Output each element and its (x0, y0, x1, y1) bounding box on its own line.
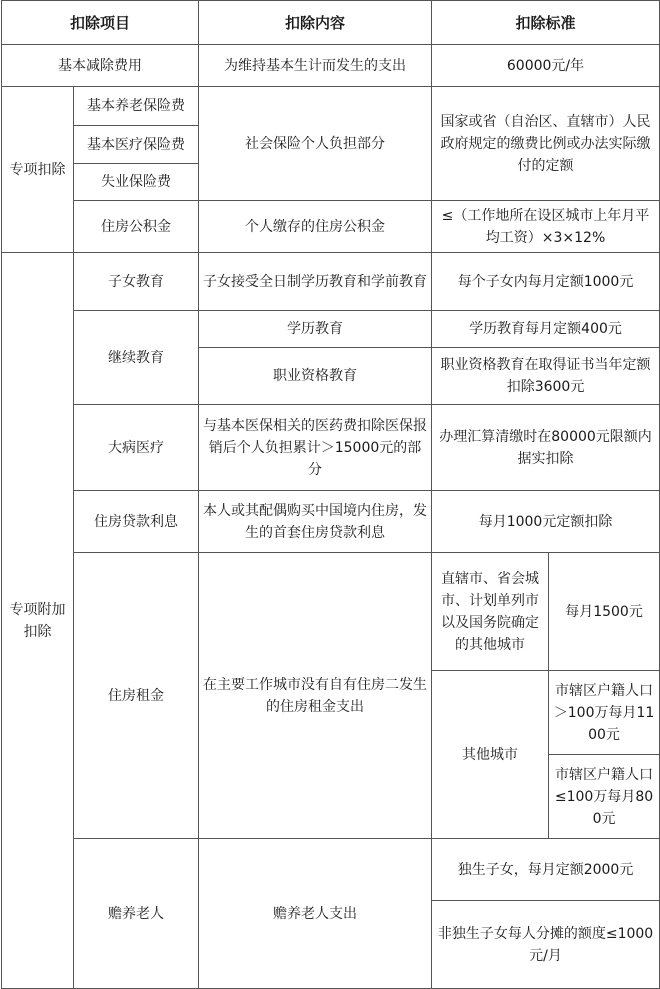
header-content: 扣除内容 (199, 1, 432, 45)
children-item: 子女教育 (74, 253, 199, 311)
row-pension (2, 87, 660, 126)
mortgage-standard: 每月1000元定额扣除 (432, 491, 660, 553)
special-category: 专项扣除 (2, 87, 74, 253)
row-illness (2, 405, 660, 491)
illness-standard: 办理汇算清缴时在80000元限额内据实扣除 (432, 405, 660, 491)
row-housing-fund (2, 201, 660, 253)
basic-item: 基本减除费用 (2, 45, 199, 87)
rent-item: 住房租金 (74, 553, 199, 839)
elderly-non-only-child: 非独生子女每人分摊的额度≤1000元/月 (432, 901, 660, 989)
elderly-content: 赡养老人支出 (199, 839, 432, 989)
header-standard: 扣除标准 (432, 1, 660, 45)
rent-content: 在主要工作城市没有自有住房二发生的住房租金支出 (199, 553, 432, 839)
row-children (2, 253, 660, 311)
degree-standard: 学历教育每月定额400元 (432, 311, 660, 348)
vocational-content: 职业资格教育 (199, 348, 432, 405)
header-row (2, 1, 660, 45)
children-standard: 每个子女内每月定额1000元 (432, 253, 660, 311)
elderly-only-child: 独生子女，每月定额2000元 (432, 839, 660, 901)
unemployment-item: 失业保险费 (74, 164, 199, 201)
rent-major-standard: 每月1500元 (549, 553, 660, 671)
row-rent-major (2, 553, 660, 671)
housing-fund-standard: ≤（工作地所在设区城市上年月平均工资）×3×12% (432, 201, 660, 253)
vocational-standard: 职业资格教育在取得证书当年定额扣除3600元 (432, 348, 660, 405)
mortgage-content: 本人或其配偶购买中国境内住房，发生的首套住房贷款利息 (199, 491, 432, 553)
rent-over-100w: 市辖区户籍人口＞100万每月1100元 (549, 671, 660, 755)
continuing-item: 继续教育 (74, 311, 199, 405)
medical-item: 基本医疗保险费 (74, 126, 199, 164)
elderly-item: 赡养老人 (74, 839, 199, 989)
row-mortgage (2, 491, 660, 553)
rent-under-100w: 市辖区户籍人口≤100万每月800元 (549, 755, 660, 839)
basic-content: 为维持基本生计而发生的支出 (199, 45, 432, 87)
row-degree-education (2, 311, 660, 348)
basic-standard: 60000元/年 (432, 45, 660, 87)
housing-fund-content: 个人缴存的住房公积金 (199, 201, 432, 253)
row-basic (2, 45, 660, 87)
children-content: 子女接受全日制学历教育和学前教育 (199, 253, 432, 311)
mortgage-item: 住房贷款利息 (74, 491, 199, 553)
deduction-table (1, 0, 660, 989)
social-content: 社会保险个人负担部分 (199, 87, 432, 201)
row-elderly-only-child (2, 839, 660, 901)
social-standard: 国家或省（自治区、直辖市）人民政府规定的缴费比例或办法实际缴付的定额 (432, 87, 660, 201)
header-item: 扣除项目 (2, 1, 199, 45)
degree-content: 学历教育 (199, 311, 432, 348)
housing-fund-item: 住房公积金 (74, 201, 199, 253)
rent-city-other: 其他城市 (432, 671, 549, 839)
additional-category: 专项附加扣除 (2, 253, 74, 989)
illness-content: 与基本医保相关的医药费扣除医保报销后个人负担累计＞15000元的部分 (199, 405, 432, 491)
pension-item: 基本养老保险费 (74, 87, 199, 126)
rent-city-major: 直辖市、省会城市、计划单列市以及国务院确定的其他城市 (432, 553, 549, 671)
illness-item: 大病医疗 (74, 405, 199, 491)
